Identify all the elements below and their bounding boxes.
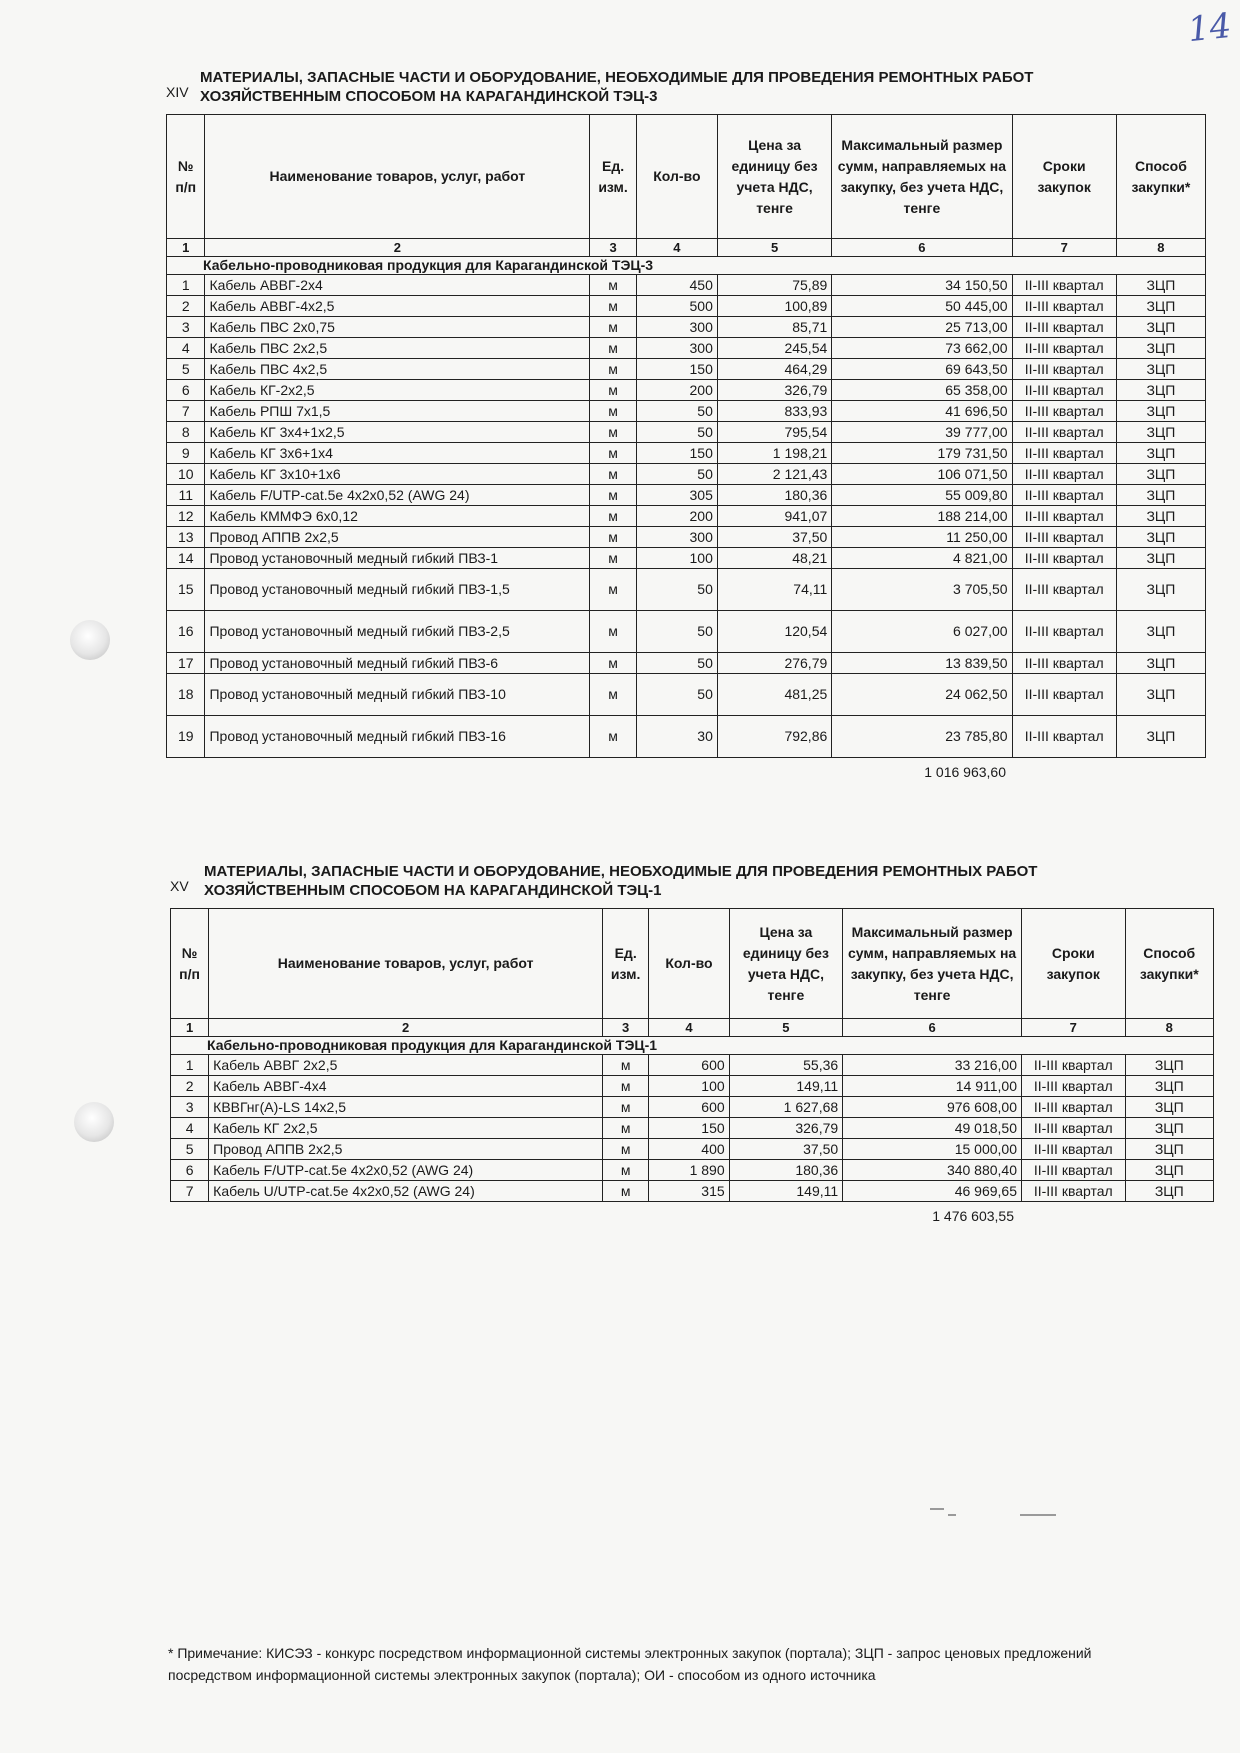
item-unit: м <box>590 464 637 485</box>
item-method: ЗЦП <box>1116 569 1205 611</box>
item-max-sum: 4 821,00 <box>832 548 1012 569</box>
item-name: Кабель КГ 2х2,5 <box>209 1118 603 1139</box>
item-unit: м <box>590 611 637 653</box>
item-name: Провод установочный медный гибкий ПВЗ-1,5 <box>205 569 590 611</box>
item-name: Кабель РПШ 7х1,5 <box>205 401 590 422</box>
row-number: 8 <box>167 422 205 443</box>
group-title: Кабельно-проводниковая продукция для Карагандинской ТЭЦ-1 <box>171 1037 1214 1055</box>
item-price: 48,21 <box>717 548 831 569</box>
table-row <box>171 1076 1214 1097</box>
col-header-period: Сроки закупок <box>1012 115 1116 239</box>
item-period: II-III квартал <box>1022 1181 1125 1202</box>
item-method: ЗЦП <box>1116 275 1205 296</box>
row-number: 5 <box>167 359 205 380</box>
item-quantity: 600 <box>649 1097 729 1118</box>
scan-mark <box>1020 1514 1056 1516</box>
item-price: 326,79 <box>729 1118 843 1139</box>
item-unit: м <box>603 1097 649 1118</box>
row-number: 11 <box>167 485 205 506</box>
item-price: 120,54 <box>717 611 831 653</box>
item-price: 941,07 <box>717 506 831 527</box>
item-price: 149,11 <box>729 1076 843 1097</box>
item-unit: м <box>590 422 637 443</box>
column-number: 7 <box>1022 1019 1125 1037</box>
item-price: 37,50 <box>729 1139 843 1160</box>
item-period: II-III квартал <box>1022 1139 1125 1160</box>
item-max-sum: 11 250,00 <box>832 527 1012 548</box>
item-unit: м <box>590 443 637 464</box>
section-tec3 <box>166 68 1206 780</box>
item-method: ЗЦП <box>1125 1181 1214 1202</box>
item-price: 75,89 <box>717 275 831 296</box>
item-name: Провод установочный медный гибкий ПВЗ-16 <box>205 716 590 758</box>
table-row <box>167 527 1206 548</box>
item-method: ЗЦП <box>1116 527 1205 548</box>
item-method: ЗЦП <box>1125 1076 1214 1097</box>
table-row <box>167 359 1206 380</box>
table-row <box>167 275 1206 296</box>
column-number: 8 <box>1116 239 1205 257</box>
row-number: 3 <box>167 317 205 338</box>
item-quantity: 50 <box>636 611 717 653</box>
item-name: Провод установочный медный гибкий ПВЗ-2,5 <box>205 611 590 653</box>
item-name: Кабель F/UTP-cat.5e 4x2x0,52 (AWG 24) <box>209 1160 603 1181</box>
item-max-sum: 3 705,50 <box>832 569 1012 611</box>
item-period: II-III квартал <box>1012 653 1116 674</box>
table-row <box>171 1139 1214 1160</box>
item-unit: м <box>590 296 637 317</box>
item-name: КВВГнг(А)-LS 14х2,5 <box>209 1097 603 1118</box>
scan-mark <box>948 1514 956 1516</box>
item-unit: м <box>590 548 637 569</box>
column-number: 3 <box>590 239 637 257</box>
item-price: 792,86 <box>717 716 831 758</box>
item-period: II-III квартал <box>1012 401 1116 422</box>
row-number: 6 <box>167 380 205 401</box>
item-method: ЗЦП <box>1125 1139 1214 1160</box>
column-number: 2 <box>205 239 590 257</box>
group-title: Кабельно-проводниковая продукция для Карагандинской ТЭЦ-3 <box>167 257 1206 275</box>
table-row <box>167 569 1206 611</box>
col-header-unit: Ед. изм. <box>590 115 637 239</box>
item-name: Кабель ПВС 2х0,75 <box>205 317 590 338</box>
item-quantity: 100 <box>649 1076 729 1097</box>
item-max-sum: 46 969,65 <box>843 1181 1022 1202</box>
item-max-sum: 34 150,50 <box>832 275 1012 296</box>
item-name: Кабель АВВГ-4х2,5 <box>205 296 590 317</box>
column-number: 6 <box>843 1019 1022 1037</box>
item-name: Кабель АВВГ 2х2,5 <box>209 1055 603 1076</box>
item-max-sum: 24 062,50 <box>832 674 1012 716</box>
item-unit: м <box>590 380 637 401</box>
item-max-sum: 69 643,50 <box>832 359 1012 380</box>
item-period: II-III квартал <box>1012 464 1116 485</box>
item-quantity: 300 <box>636 317 717 338</box>
item-max-sum: 13 839,50 <box>832 653 1012 674</box>
item-max-sum: 23 785,80 <box>832 716 1012 758</box>
item-name: Провод АППВ 2х2,5 <box>205 527 590 548</box>
item-quantity: 100 <box>636 548 717 569</box>
row-number: 1 <box>167 275 205 296</box>
table-row <box>167 485 1206 506</box>
item-period: II-III квартал <box>1012 275 1116 296</box>
col-header-name: Наименование товаров, услуг, работ <box>205 115 590 239</box>
item-method: ЗЦП <box>1116 506 1205 527</box>
table-row <box>167 674 1206 716</box>
punch-hole-bottom <box>74 1102 114 1142</box>
item-quantity: 150 <box>636 443 717 464</box>
item-method: ЗЦП <box>1116 548 1205 569</box>
table-row <box>167 464 1206 485</box>
item-price: 464,29 <box>717 359 831 380</box>
item-name: Кабель КГ 3х6+1х4 <box>205 443 590 464</box>
table-row <box>167 716 1206 758</box>
item-max-sum: 50 445,00 <box>832 296 1012 317</box>
item-period: II-III квартал <box>1012 338 1116 359</box>
item-period: II-III квартал <box>1012 548 1116 569</box>
item-period: II-III квартал <box>1022 1055 1125 1076</box>
item-price: 180,36 <box>729 1160 843 1181</box>
table-row <box>171 1160 1214 1181</box>
table-row <box>167 296 1206 317</box>
item-price: 1 198,21 <box>717 443 831 464</box>
item-period: II-III квартал <box>1012 380 1116 401</box>
section-title: МАТЕРИАЛЫ, ЗАПАСНЫЕ ЧАСТИ И ОБОРУДОВАНИЕ, НЕОБХОДИМЫЕ ДЛЯ ПРОВЕДЕНИЯ РЕМОНТНЫХ РАБОТ ХОЗЯЙСТВЕННЫМ СПОСОБОМ НА КАРАГАНДИНСКОЙ ТЭЦ-3 <box>200 69 1034 105</box>
section-roman-number: XIV <box>166 84 189 100</box>
table-row <box>171 1118 1214 1139</box>
item-method: ЗЦП <box>1116 611 1205 653</box>
section-total: 1 016 963,60 <box>924 764 1006 780</box>
item-quantity: 30 <box>636 716 717 758</box>
item-name: Провод установочный медный гибкий ПВЗ-10 <box>205 674 590 716</box>
row-number: 7 <box>167 401 205 422</box>
item-unit: м <box>590 401 637 422</box>
col-header-name: Наименование товаров, услуг, работ <box>209 909 603 1019</box>
item-unit: м <box>590 674 637 716</box>
item-quantity: 305 <box>636 485 717 506</box>
item-method: ЗЦП <box>1125 1160 1214 1181</box>
item-quantity: 1 890 <box>649 1160 729 1181</box>
item-unit: м <box>603 1181 649 1202</box>
col-header-max-sum: Максимальный размер сумм, направляемых на закупку, без учета НДС, тенге <box>832 115 1012 239</box>
item-method: ЗЦП <box>1116 716 1205 758</box>
item-period: II-III квартал <box>1012 359 1116 380</box>
row-number: 18 <box>167 674 205 716</box>
column-number: 2 <box>209 1019 603 1037</box>
col-header-no: № п/п <box>167 115 205 239</box>
column-number-row <box>167 239 1206 257</box>
group-row <box>171 1037 1214 1055</box>
row-number: 1 <box>171 1055 209 1076</box>
item-quantity: 50 <box>636 464 717 485</box>
row-number: 5 <box>171 1139 209 1160</box>
item-quantity: 600 <box>649 1055 729 1076</box>
col-header-method: Способ закупки* <box>1116 115 1205 239</box>
item-unit: м <box>590 653 637 674</box>
item-name: Провод установочный медный гибкий ПВЗ-6 <box>205 653 590 674</box>
item-price: 149,11 <box>729 1181 843 1202</box>
row-number: 19 <box>167 716 205 758</box>
item-max-sum: 65 358,00 <box>832 380 1012 401</box>
column-number: 4 <box>649 1019 729 1037</box>
item-name: Кабель ПВС 4х2,5 <box>205 359 590 380</box>
item-method: ЗЦП <box>1116 380 1205 401</box>
item-price: 74,11 <box>717 569 831 611</box>
item-method: ЗЦП <box>1116 653 1205 674</box>
item-method: ЗЦП <box>1116 401 1205 422</box>
item-quantity: 200 <box>636 380 717 401</box>
table-row <box>167 422 1206 443</box>
col-header-method: Способ закупки* <box>1125 909 1214 1019</box>
item-max-sum: 14 911,00 <box>843 1076 1022 1097</box>
table-row <box>167 338 1206 359</box>
col-header-qty: Кол-во <box>649 909 729 1019</box>
item-period: II-III квартал <box>1012 611 1116 653</box>
item-price: 2 121,43 <box>717 464 831 485</box>
item-method: ЗЦП <box>1116 317 1205 338</box>
item-method: ЗЦП <box>1116 674 1205 716</box>
item-period: II-III квартал <box>1022 1118 1125 1139</box>
section-tec1 <box>170 862 1214 1224</box>
item-max-sum: 188 214,00 <box>832 506 1012 527</box>
item-method: ЗЦП <box>1125 1118 1214 1139</box>
item-name: Кабель U/UTP-cat.5e 4x2x0,52 (AWG 24) <box>209 1181 603 1202</box>
item-name: Кабель КММФЭ 6х0,12 <box>205 506 590 527</box>
item-name: Кабель ПВС 2х2,5 <box>205 338 590 359</box>
table-row <box>167 506 1206 527</box>
item-period: II-III квартал <box>1012 674 1116 716</box>
row-number: 3 <box>171 1097 209 1118</box>
section-roman-number: XV <box>170 878 189 894</box>
item-quantity: 50 <box>636 401 717 422</box>
row-number: 13 <box>167 527 205 548</box>
col-header-period: Сроки закупок <box>1022 909 1125 1019</box>
procurement-table <box>166 114 1206 758</box>
item-method: ЗЦП <box>1125 1097 1214 1118</box>
item-max-sum: 976 608,00 <box>843 1097 1022 1118</box>
row-number: 4 <box>167 338 205 359</box>
row-number: 17 <box>167 653 205 674</box>
column-number: 5 <box>729 1019 843 1037</box>
item-period: II-III квартал <box>1012 485 1116 506</box>
item-max-sum: 340 880,40 <box>843 1160 1022 1181</box>
table-row <box>171 1181 1214 1202</box>
column-number-row <box>171 1019 1214 1037</box>
section-total: 1 476 603,55 <box>932 1208 1014 1224</box>
item-price: 85,71 <box>717 317 831 338</box>
item-name: Кабель АВВГ-4х4 <box>209 1076 603 1097</box>
item-max-sum: 55 009,80 <box>832 485 1012 506</box>
row-number: 2 <box>171 1076 209 1097</box>
row-number: 14 <box>167 548 205 569</box>
item-price: 833,93 <box>717 401 831 422</box>
item-max-sum: 41 696,50 <box>832 401 1012 422</box>
col-header-no: № п/п <box>171 909 209 1019</box>
item-period: II-III квартал <box>1012 317 1116 338</box>
procurement-table <box>170 908 1214 1202</box>
row-number: 4 <box>171 1118 209 1139</box>
col-header-price: Цена за единицу без учета НДС, тенге <box>729 909 843 1019</box>
table-row <box>171 1055 1214 1076</box>
item-quantity: 300 <box>636 338 717 359</box>
item-name: Кабель КГ-2х2,5 <box>205 380 590 401</box>
item-price: 326,79 <box>717 380 831 401</box>
item-max-sum: 15 000,00 <box>843 1139 1022 1160</box>
row-number: 7 <box>171 1181 209 1202</box>
footnote: * Примечание: КИСЭЗ - конкурс посредством информационной системы электронных закупок (портала); ЗЦП - запрос ценовых предложений посредством информационной системы электронных закупок (портала); ОИ - способом из одного источника <box>168 1645 1092 1683</box>
column-number: 8 <box>1125 1019 1214 1037</box>
row-number: 9 <box>167 443 205 464</box>
item-quantity: 400 <box>649 1139 729 1160</box>
item-price: 55,36 <box>729 1055 843 1076</box>
row-number: 15 <box>167 569 205 611</box>
item-period: II-III квартал <box>1022 1097 1125 1118</box>
col-header-qty: Кол-во <box>636 115 717 239</box>
scan-mark <box>930 1508 944 1510</box>
item-name: Кабель КГ 3х4+1х2,5 <box>205 422 590 443</box>
item-method: ЗЦП <box>1116 359 1205 380</box>
item-unit: м <box>590 317 637 338</box>
item-period: II-III квартал <box>1012 569 1116 611</box>
item-period: II-III квартал <box>1012 716 1116 758</box>
item-max-sum: 49 018,50 <box>843 1118 1022 1139</box>
item-method: ЗЦП <box>1116 422 1205 443</box>
section-title: МАТЕРИАЛЫ, ЗАПАСНЫЕ ЧАСТИ И ОБОРУДОВАНИЕ, НЕОБХОДИМЫЕ ДЛЯ ПРОВЕДЕНИЯ РЕМОНТНЫХ РАБОТ ХОЗЯЙСТВЕННЫМ СПОСОБОМ НА КАРАГАНДИНСКОЙ ТЭЦ-1 <box>204 863 1038 899</box>
item-unit: м <box>603 1076 649 1097</box>
item-quantity: 300 <box>636 527 717 548</box>
row-number: 12 <box>167 506 205 527</box>
item-max-sum: 179 731,50 <box>832 443 1012 464</box>
col-header-price: Цена за единицу без учета НДС, тенге <box>717 115 831 239</box>
item-max-sum: 33 216,00 <box>843 1055 1022 1076</box>
col-header-max-sum: Максимальный размер сумм, направляемых на закупку, без учета НДС, тенге <box>843 909 1022 1019</box>
item-quantity: 315 <box>649 1181 729 1202</box>
item-quantity: 150 <box>649 1118 729 1139</box>
item-unit: м <box>603 1055 649 1076</box>
item-unit: м <box>603 1118 649 1139</box>
table-row <box>167 653 1206 674</box>
column-number: 4 <box>636 239 717 257</box>
item-period: II-III квартал <box>1022 1160 1125 1181</box>
item-quantity: 200 <box>636 506 717 527</box>
item-name: Провод АППВ 2х2,5 <box>209 1139 603 1160</box>
item-price: 100,89 <box>717 296 831 317</box>
column-number: 3 <box>603 1019 649 1037</box>
item-max-sum: 25 713,00 <box>832 317 1012 338</box>
item-quantity: 50 <box>636 653 717 674</box>
item-name: Провод установочный медный гибкий ПВЗ-1 <box>205 548 590 569</box>
item-quantity: 150 <box>636 359 717 380</box>
table-row <box>167 443 1206 464</box>
item-unit: м <box>590 506 637 527</box>
item-method: ЗЦП <box>1116 443 1205 464</box>
item-name: Кабель АВВГ-2х4 <box>205 275 590 296</box>
item-unit: м <box>590 275 637 296</box>
item-method: ЗЦП <box>1116 485 1205 506</box>
punch-hole-top <box>70 620 110 660</box>
column-number: 1 <box>171 1019 209 1037</box>
item-price: 245,54 <box>717 338 831 359</box>
item-name: Кабель F/UTP-cat.5e 4x2x0,52 (AWG 24) <box>205 485 590 506</box>
section-heading <box>166 68 1206 114</box>
item-price: 37,50 <box>717 527 831 548</box>
item-method: ЗЦП <box>1116 296 1205 317</box>
item-method: ЗЦП <box>1125 1055 1214 1076</box>
item-max-sum: 6 027,00 <box>832 611 1012 653</box>
item-max-sum: 73 662,00 <box>832 338 1012 359</box>
item-method: ЗЦП <box>1116 338 1205 359</box>
column-number: 5 <box>717 239 831 257</box>
column-number: 7 <box>1012 239 1116 257</box>
item-price: 180,36 <box>717 485 831 506</box>
table-row <box>167 317 1206 338</box>
item-quantity: 450 <box>636 275 717 296</box>
section-heading <box>170 862 1214 908</box>
row-number: 2 <box>167 296 205 317</box>
row-number: 6 <box>171 1160 209 1181</box>
col-header-unit: Ед. изм. <box>603 909 649 1019</box>
table-row <box>171 1097 1214 1118</box>
item-unit: м <box>603 1160 649 1181</box>
table-row <box>167 401 1206 422</box>
item-period: II-III квартал <box>1012 296 1116 317</box>
row-number: 16 <box>167 611 205 653</box>
item-unit: м <box>603 1139 649 1160</box>
item-unit: м <box>590 569 637 611</box>
item-name: Кабель КГ 3х10+1х6 <box>205 464 590 485</box>
item-quantity: 50 <box>636 569 717 611</box>
column-number: 6 <box>832 239 1012 257</box>
item-price: 481,25 <box>717 674 831 716</box>
item-price: 1 627,68 <box>729 1097 843 1118</box>
item-price: 276,79 <box>717 653 831 674</box>
item-max-sum: 106 071,50 <box>832 464 1012 485</box>
item-max-sum: 39 777,00 <box>832 422 1012 443</box>
item-quantity: 50 <box>636 422 717 443</box>
item-quantity: 50 <box>636 674 717 716</box>
item-unit: м <box>590 338 637 359</box>
item-period: II-III квартал <box>1012 506 1116 527</box>
item-unit: м <box>590 527 637 548</box>
item-price: 795,54 <box>717 422 831 443</box>
item-unit: м <box>590 359 637 380</box>
item-quantity: 500 <box>636 296 717 317</box>
page-number: 14 <box>1186 5 1234 51</box>
row-number: 10 <box>167 464 205 485</box>
table-row <box>167 611 1206 653</box>
item-unit: м <box>590 485 637 506</box>
group-row <box>167 257 1206 275</box>
item-unit: м <box>590 716 637 758</box>
item-method: ЗЦП <box>1116 464 1205 485</box>
item-period: II-III квартал <box>1012 443 1116 464</box>
item-period: II-III квартал <box>1022 1076 1125 1097</box>
table-row <box>167 548 1206 569</box>
item-period: II-III квартал <box>1012 422 1116 443</box>
table-row <box>167 380 1206 401</box>
item-period: II-III квартал <box>1012 527 1116 548</box>
column-number: 1 <box>167 239 205 257</box>
